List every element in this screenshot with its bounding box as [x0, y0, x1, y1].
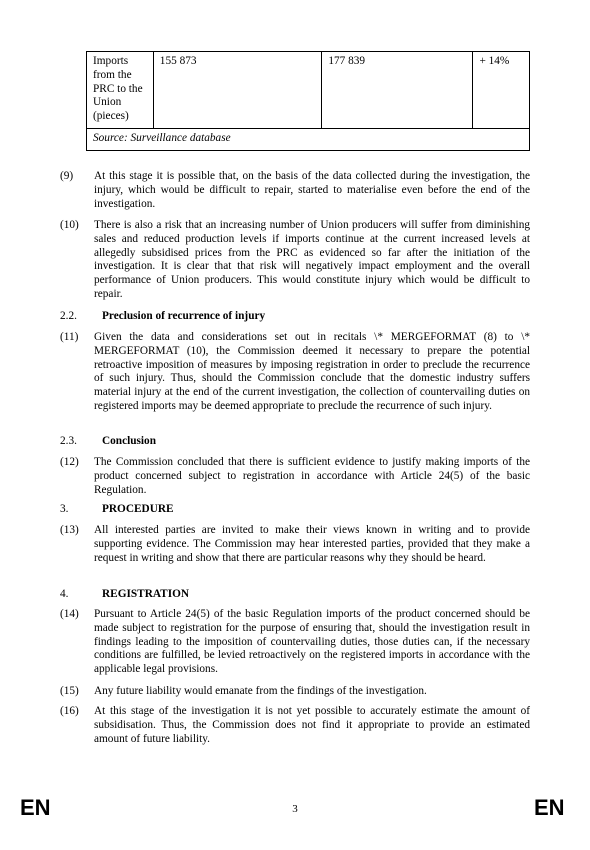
heading-title: Preclusion of recurrence of injury [102, 310, 266, 322]
language-marker-right: EN [534, 795, 565, 820]
recital-number: (12) [60, 456, 79, 468]
recital-text: At this stage it is possible that, on the basis of the data collected during the investigation, the injury, which would be difficult to repair, started to materialise even before the end of the investigation. [94, 170, 530, 210]
value-cell-2: 177 839 [322, 52, 473, 129]
recital-number: (11) [60, 331, 79, 343]
recital-text: Pursuant to Article 24(5) of the basic Regulation imports of the product concerned should be made subject to registration for the purpose of ensuring that, should the investigation result in findings leading to the imposition of countervailing duties, those duties can, if the necessary conditions are fulfilled, be levied retroactively on the registered imports in accordance with the applicable legal provisions. [94, 608, 530, 676]
heading-number: 3. [60, 503, 69, 515]
heading-4 [60, 588, 530, 602]
recital-number: (15) [60, 685, 79, 697]
recital-14 [60, 608, 530, 677]
heading-3 [60, 503, 530, 517]
row-label-line: (pieces) [93, 110, 129, 123]
recital-number: (16) [60, 705, 79, 717]
row-label-line: PRC to the [93, 82, 143, 95]
recital-text: The Commission concluded that there is sufficient evidence to justify making imports of the product concerned subject to registration in accordance with Article 24(5) of the basic Regulation. [94, 456, 530, 496]
table-source-row [87, 128, 530, 150]
heading-title: Conclusion [102, 435, 156, 447]
row-label-cell [87, 52, 154, 129]
change-cell: + 14% [473, 52, 530, 129]
heading-title: PROCEDURE [102, 503, 174, 515]
recital-text: All interested parties are invited to make their views known in writing and to provide supporting evidence. The Commission may hear interested parties, provided that they make a request in writing and show that there are particular reasons why they should be heard. [94, 524, 530, 564]
recital-text: At this stage of the investigation it is not yet possible to accurately estimate the amount of subsidisation. Thus, the Commission does not find it appropriate to provide an estimated amount of future liability. [94, 705, 530, 745]
row-label-line: Union [93, 96, 122, 109]
recital-text: Given the data and considerations set out in recitals \* MERGEFORMAT (8) to \* MERGEFORMAT (10), the Commission deemed it necessary to prepare the potential retroactive imposition of measures by imposing registration in order to preclude the recurrence of such injury. Thus, should the Commission conclude that the domestic industry suffers material injury at the end of the current investigation, the collection of countervailing duties on registered imports may be deemed appropriate to preclude the recurrence of such injury. [94, 331, 530, 412]
recital-number: (10) [60, 219, 79, 231]
recital-number: (9) [60, 170, 74, 182]
recital-13 [60, 524, 530, 565]
table-row [87, 52, 530, 129]
recital-number: (13) [60, 524, 79, 536]
heading-2-3 [60, 435, 530, 449]
recital-12 [60, 456, 530, 497]
heading-number: 4. [60, 588, 69, 600]
heading-number: 2.3. [60, 435, 77, 447]
recital-9 [60, 170, 530, 211]
row-label-line: Imports [93, 55, 129, 67]
recital-16 [60, 705, 530, 746]
value-cell-1: 155 873 [153, 52, 322, 129]
language-marker-left: EN [20, 795, 51, 820]
imports-table [86, 51, 530, 151]
page-number: 3 [292, 803, 298, 815]
heading-number: 2.2. [60, 310, 77, 322]
table-source: Source: Surveillance database [87, 128, 530, 150]
heading-title: REGISTRATION [102, 588, 190, 600]
recital-text: Any future liability would emanate from the findings of the investigation. [94, 685, 427, 697]
recital-number: (14) [60, 608, 79, 620]
heading-2-2 [60, 310, 530, 324]
recital-15 [60, 685, 530, 699]
recital-11 [60, 331, 530, 414]
recital-10 [60, 219, 530, 302]
row-label-line: from the [93, 68, 132, 81]
recital-text: There is also a risk that an increasing number of Union producers will suffer from diminishing sales and reduced production levels if imports continue at the current increased levels at allegedly subsidised prices from the PRC as evidenced so far after the initiation of the investigation. It is clear that that risk will negatively impact employment and the overall performance of Union producers. This would constitute injury which would be difficult to repair. [94, 219, 530, 300]
